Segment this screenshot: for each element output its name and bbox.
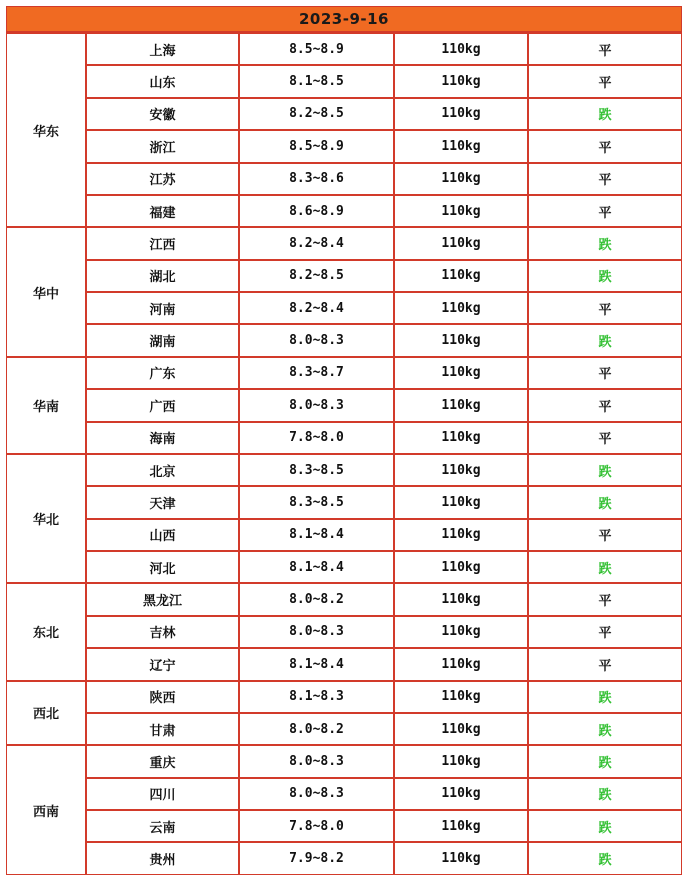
weight-cell: 110kg: [394, 195, 528, 227]
province-cell: 北京: [86, 454, 239, 486]
weight-cell: 110kg: [394, 163, 528, 195]
table-row: [6, 65, 682, 97]
table-row: [6, 681, 682, 713]
table-row: [6, 389, 682, 421]
province-cell: 上海: [86, 33, 239, 65]
price-range-cell: 8.3~8.6: [239, 163, 394, 195]
price-range-cell: 8.1~8.4: [239, 648, 394, 680]
price-range-cell: 8.0~8.3: [239, 616, 394, 648]
price-range-cell: 8.3~8.5: [239, 454, 394, 486]
region-cell: 华南: [6, 357, 86, 454]
price-range-cell: 7.9~8.2: [239, 842, 394, 875]
table-row: [6, 778, 682, 810]
province-cell: 陕西: [86, 681, 239, 713]
trend-cell: 平: [528, 292, 682, 324]
province-cell: 浙江: [86, 130, 239, 162]
province-cell: 甘肃: [86, 713, 239, 745]
table-row: [6, 163, 682, 195]
price-range-cell: 8.2~8.5: [239, 98, 394, 130]
trend-cell: 平: [528, 583, 682, 615]
weight-cell: 110kg: [394, 519, 528, 551]
price-table-body: [6, 33, 682, 875]
price-table: [6, 33, 682, 875]
trend-cell: 跌: [528, 324, 682, 356]
province-cell: 湖南: [86, 324, 239, 356]
weight-cell: 110kg: [394, 65, 528, 97]
weight-cell: 110kg: [394, 130, 528, 162]
trend-cell: 跌: [528, 551, 682, 583]
trend-cell: 跌: [528, 260, 682, 292]
price-range-cell: 8.6~8.9: [239, 195, 394, 227]
price-range-cell: 8.2~8.5: [239, 260, 394, 292]
trend-cell: 平: [528, 648, 682, 680]
price-range-cell: 8.0~8.3: [239, 745, 394, 777]
region-cell: 西南: [6, 745, 86, 875]
table-row: [6, 583, 682, 615]
weight-cell: 110kg: [394, 357, 528, 389]
weight-cell: 110kg: [394, 422, 528, 454]
weight-cell: 110kg: [394, 292, 528, 324]
weight-cell: 110kg: [394, 616, 528, 648]
trend-cell: 跌: [528, 681, 682, 713]
trend-cell: 平: [528, 519, 682, 551]
price-range-cell: 8.2~8.4: [239, 227, 394, 259]
weight-cell: 110kg: [394, 745, 528, 777]
trend-cell: 跌: [528, 810, 682, 842]
weight-cell: 110kg: [394, 486, 528, 518]
province-cell: 吉林: [86, 616, 239, 648]
trend-cell: 平: [528, 33, 682, 65]
table-row: [6, 324, 682, 356]
province-cell: 福建: [86, 195, 239, 227]
price-range-cell: 8.1~8.3: [239, 681, 394, 713]
weight-cell: 110kg: [394, 810, 528, 842]
table-row: [6, 292, 682, 324]
weight-cell: 110kg: [394, 324, 528, 356]
date-header: [7, 7, 681, 33]
table-row: [6, 422, 682, 454]
price-range-cell: 7.8~8.0: [239, 422, 394, 454]
table-row: [6, 810, 682, 842]
date-label: 2023-9-16: [298, 10, 389, 28]
trend-cell: 跌: [528, 454, 682, 486]
price-range-cell: 8.0~8.2: [239, 583, 394, 615]
table-row: [6, 486, 682, 518]
weight-cell: 110kg: [394, 713, 528, 745]
trend-cell: 平: [528, 422, 682, 454]
trend-cell: 平: [528, 195, 682, 227]
weight-cell: 110kg: [394, 551, 528, 583]
table-row: [6, 454, 682, 486]
trend-cell: 跌: [528, 745, 682, 777]
province-cell: 四川: [86, 778, 239, 810]
table-row: [6, 842, 682, 875]
province-cell: 山东: [86, 65, 239, 97]
region-cell: 华东: [6, 33, 86, 227]
weight-cell: 110kg: [394, 778, 528, 810]
table-row: [6, 227, 682, 259]
trend-cell: 平: [528, 130, 682, 162]
price-range-cell: 8.0~8.3: [239, 324, 394, 356]
price-range-cell: 7.8~8.0: [239, 810, 394, 842]
province-cell: 海南: [86, 422, 239, 454]
price-range-cell: 8.5~8.9: [239, 33, 394, 65]
weight-cell: 110kg: [394, 454, 528, 486]
province-cell: 重庆: [86, 745, 239, 777]
table-row: [6, 648, 682, 680]
trend-cell: 平: [528, 163, 682, 195]
trend-cell: 跌: [528, 842, 682, 875]
province-cell: 贵州: [86, 842, 239, 875]
table-row: [6, 519, 682, 551]
trend-cell: 跌: [528, 713, 682, 745]
table-row: [6, 260, 682, 292]
trend-cell: 平: [528, 389, 682, 421]
trend-cell: 跌: [528, 778, 682, 810]
province-cell: 黑龙江: [86, 583, 239, 615]
province-cell: 山西: [86, 519, 239, 551]
table-row: [6, 616, 682, 648]
price-range-cell: 8.1~8.4: [239, 519, 394, 551]
price-range-cell: 8.2~8.4: [239, 292, 394, 324]
price-range-cell: 8.3~8.5: [239, 486, 394, 518]
price-range-cell: 8.1~8.5: [239, 65, 394, 97]
weight-cell: 110kg: [394, 681, 528, 713]
weight-cell: 110kg: [394, 260, 528, 292]
table-row: [6, 745, 682, 777]
price-range-cell: 8.5~8.9: [239, 130, 394, 162]
trend-cell: 跌: [528, 486, 682, 518]
province-cell: 辽宁: [86, 648, 239, 680]
trend-cell: 平: [528, 65, 682, 97]
province-cell: 湖北: [86, 260, 239, 292]
weight-cell: 110kg: [394, 389, 528, 421]
region-cell: 东北: [6, 583, 86, 680]
price-range-cell: 8.3~8.7: [239, 357, 394, 389]
weight-cell: 110kg: [394, 227, 528, 259]
weight-cell: 110kg: [394, 583, 528, 615]
weight-cell: 110kg: [394, 33, 528, 65]
price-range-cell: 8.0~8.3: [239, 778, 394, 810]
table-row: [6, 98, 682, 130]
trend-cell: 平: [528, 357, 682, 389]
table-row: [6, 551, 682, 583]
trend-cell: 跌: [528, 98, 682, 130]
region-cell: 华中: [6, 227, 86, 357]
province-cell: 河北: [86, 551, 239, 583]
table-row: [6, 195, 682, 227]
region-cell: 华北: [6, 454, 86, 584]
region-cell: 西北: [6, 681, 86, 746]
trend-cell: 跌: [528, 227, 682, 259]
province-cell: 江西: [86, 227, 239, 259]
table-row: [6, 357, 682, 389]
trend-cell: 平: [528, 616, 682, 648]
price-range-cell: 8.0~8.2: [239, 713, 394, 745]
province-cell: 广西: [86, 389, 239, 421]
price-range-cell: 8.0~8.3: [239, 389, 394, 421]
table-row: [6, 33, 682, 65]
province-cell: 广东: [86, 357, 239, 389]
province-cell: 安徽: [86, 98, 239, 130]
table-row: [6, 130, 682, 162]
table-row: [6, 713, 682, 745]
province-cell: 江苏: [86, 163, 239, 195]
weight-cell: 110kg: [394, 648, 528, 680]
province-cell: 云南: [86, 810, 239, 842]
province-cell: 天津: [86, 486, 239, 518]
province-cell: 河南: [86, 292, 239, 324]
price-range-cell: 8.1~8.4: [239, 551, 394, 583]
weight-cell: 110kg: [394, 842, 528, 875]
weight-cell: 110kg: [394, 98, 528, 130]
